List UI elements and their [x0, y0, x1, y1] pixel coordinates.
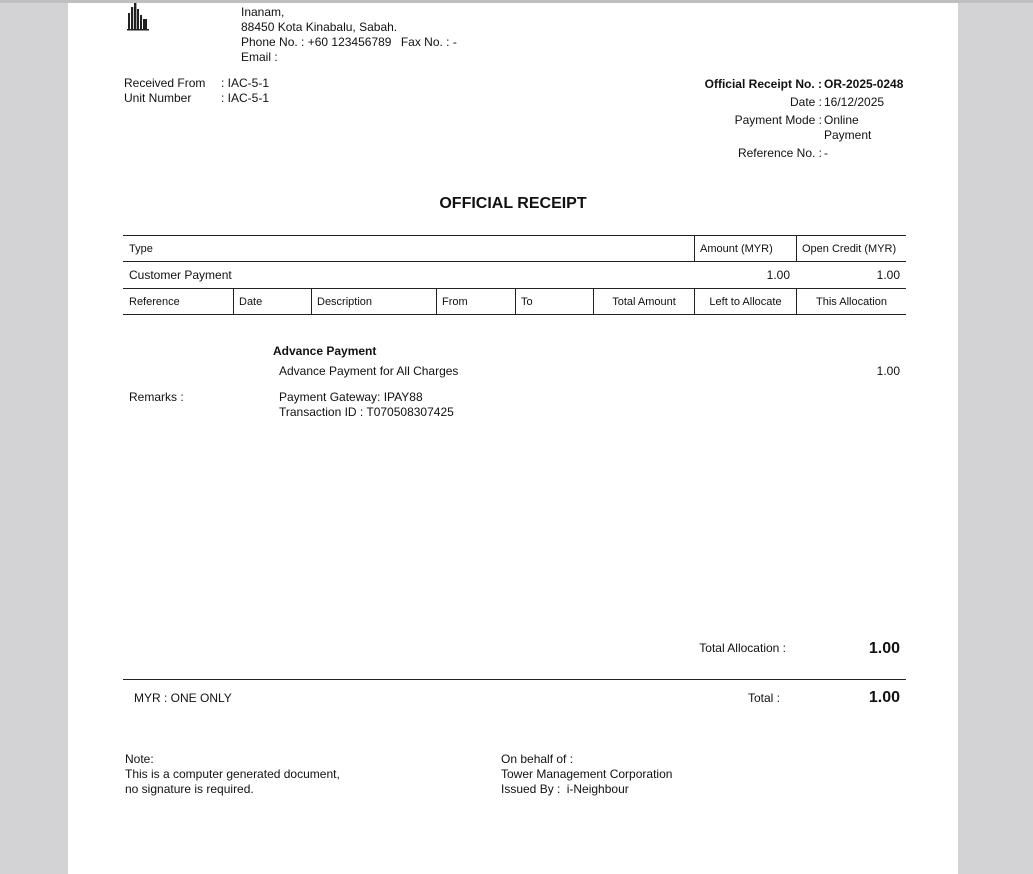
grand-total-value: 1.00: [868, 689, 900, 706]
reference-no-value: -: [824, 146, 828, 160]
received-from-label: Received From: [124, 76, 206, 90]
table-top-border: [123, 235, 906, 236]
allocation-heading: Advance Payment: [273, 344, 377, 358]
description-header: Description: [317, 296, 373, 308]
amount-in-words: MYR : ONE ONLY: [134, 691, 232, 705]
allocation-amount: 1.00: [876, 364, 900, 378]
fax-label: Fax No. :: [400, 35, 450, 49]
remarks-label: Remarks :: [129, 390, 184, 404]
issued-by: [501, 782, 629, 797]
behalf-label: On behalf of :: [501, 752, 574, 766]
grand-total-label: Total :: [747, 691, 780, 705]
company-address-line2: 88450 Kota Kinabalu, Sabah.: [241, 20, 398, 34]
date-header: Date: [239, 296, 263, 308]
unit-number-value: : IAC-5-1: [221, 91, 270, 105]
totals-divider: [123, 679, 906, 680]
payment-type-value: Customer Payment: [129, 268, 232, 282]
payment-mode-value-line1: Online: [824, 113, 859, 127]
company-email-label: Email :: [241, 50, 278, 64]
allocation-description: Advance Payment for All Charges: [279, 364, 459, 378]
table-column-divider: [796, 235, 797, 261]
payment-mode-label: Payment Mode :: [734, 113, 822, 127]
table-column-divider: [436, 288, 437, 314]
total-allocation-label: Total Allocation :: [699, 641, 786, 655]
receipt-no-value: OR-2025-0248: [824, 77, 904, 91]
from-header: From: [442, 296, 468, 308]
phone-label: Phone No. :: [241, 35, 305, 49]
total-amount-header: Total Amount: [612, 296, 676, 308]
unit-number-label: Unit Number: [124, 91, 192, 105]
date-label: Date :: [789, 95, 822, 109]
fax-value: -: [452, 35, 457, 49]
issued-by-value: i-Neighbour: [566, 782, 629, 796]
reference-header: Reference: [129, 296, 180, 308]
table-column-divider: [515, 288, 516, 314]
remarks-line2: Transaction ID : T070508307425: [279, 405, 454, 419]
note-line2: no signature is required.: [125, 782, 254, 796]
table-bottom-border: [123, 314, 906, 315]
open-credit-header: Open Credit (MYR): [802, 243, 897, 255]
total-allocation-value: 1.00: [868, 640, 900, 657]
behalf-value: Tower Management Corporation: [501, 767, 673, 781]
table-column-divider: [311, 288, 312, 314]
this-allocation-header: This Allocation: [816, 296, 887, 308]
payment-amount-value: 1.00: [766, 268, 790, 282]
payment-mode-value-line2: Payment: [824, 128, 872, 142]
company-phone-fax: [241, 35, 457, 50]
remarks-line1: Payment Gateway: IPAY88: [279, 390, 423, 404]
table-column-divider: [694, 235, 695, 261]
reference-no-label: Reference No. :: [737, 146, 822, 160]
table-column-divider: [233, 288, 234, 314]
open-credit-value: 1.00: [876, 268, 900, 282]
receipt-no-label: Official Receipt No. :: [704, 77, 822, 91]
issued-by-label: Issued By :: [501, 782, 561, 796]
receipt-title: OFFICIAL RECEIPT: [439, 195, 587, 212]
note-line1: This is a computer generated document,: [125, 767, 340, 781]
company-address-line1: Inanam,: [241, 5, 285, 19]
table-divider: [123, 261, 906, 262]
phone-value: +60 123456789: [307, 35, 392, 49]
note-label: Note:: [125, 752, 154, 766]
date-value: 16/12/2025: [824, 95, 885, 109]
left-to-allocate-header: Left to Allocate: [709, 296, 782, 308]
building-logo-icon: [126, 3, 150, 31]
amount-header: Amount (MYR): [700, 243, 773, 255]
received-from-value: : IAC-5-1: [221, 76, 270, 90]
to-header: To: [521, 296, 533, 308]
type-header: Type: [129, 243, 153, 255]
receipt-page: [68, 3, 958, 874]
